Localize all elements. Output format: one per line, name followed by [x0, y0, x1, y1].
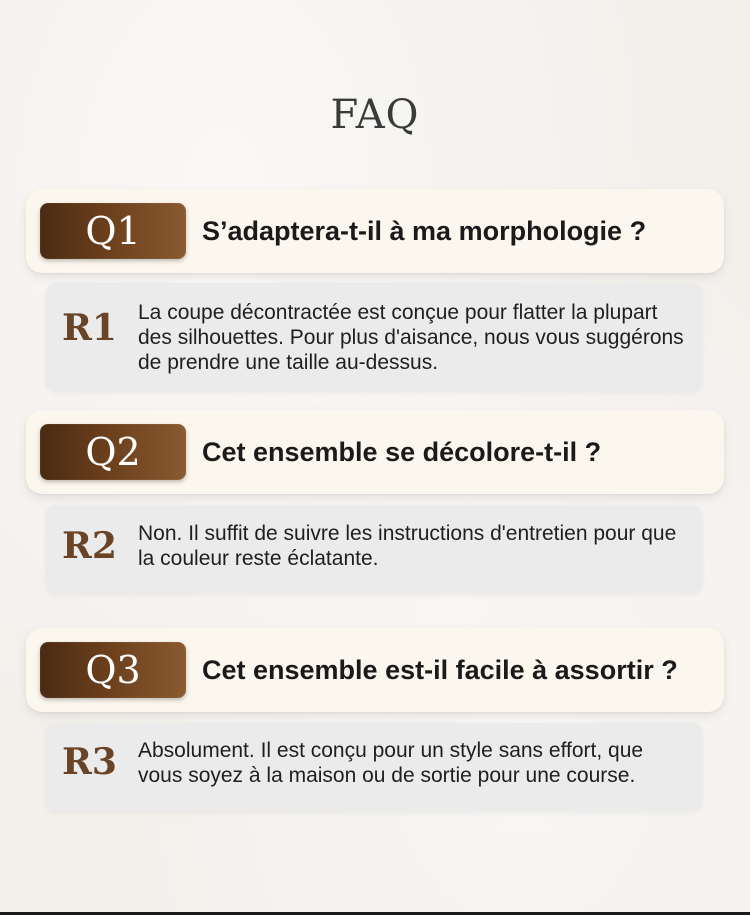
- question-text-1: S’adaptera-t-il à ma morphologie ?: [202, 216, 647, 246]
- question-text-3: Cet ensemble est-il facile à assortir ?: [202, 655, 678, 685]
- answer-text-1: La coupe décontractée est conçue pour flatter la plupart des silhouettes. Pour plus d'aisance, nous vous suggérons de prendre une taille au-dessus.: [138, 301, 684, 374]
- faq-question-card-1[interactable]: [26, 189, 724, 273]
- answer-text-3: Absolument. Il est conçu pour un style sans effort, que vous soyez à la maison ou de sortie pour une course.: [138, 739, 644, 787]
- faq-question-card-3[interactable]: [26, 628, 724, 712]
- answer-label-2: R2: [62, 525, 117, 567]
- question-text-2: Cet ensemble se décolore-t-il ?: [202, 437, 602, 467]
- answer-text-2: Non. Il suffit de suivre les instructions d'entretien pour que la couleur reste éclatante.: [138, 522, 677, 570]
- page-title: FAQ: [330, 92, 420, 138]
- faq-answer-card-1: [46, 283, 702, 391]
- question-badge-3: Q3: [40, 642, 186, 698]
- answer-label-1: R1: [62, 307, 117, 349]
- answer-label-3: R3: [62, 741, 117, 783]
- faq-answer-card-2: [46, 505, 702, 593]
- faq-answer-card-3: [46, 723, 702, 811]
- question-badge-1: Q1: [40, 203, 186, 259]
- faq-question-card-2[interactable]: [26, 410, 724, 494]
- question-badge-2: Q2: [40, 424, 186, 480]
